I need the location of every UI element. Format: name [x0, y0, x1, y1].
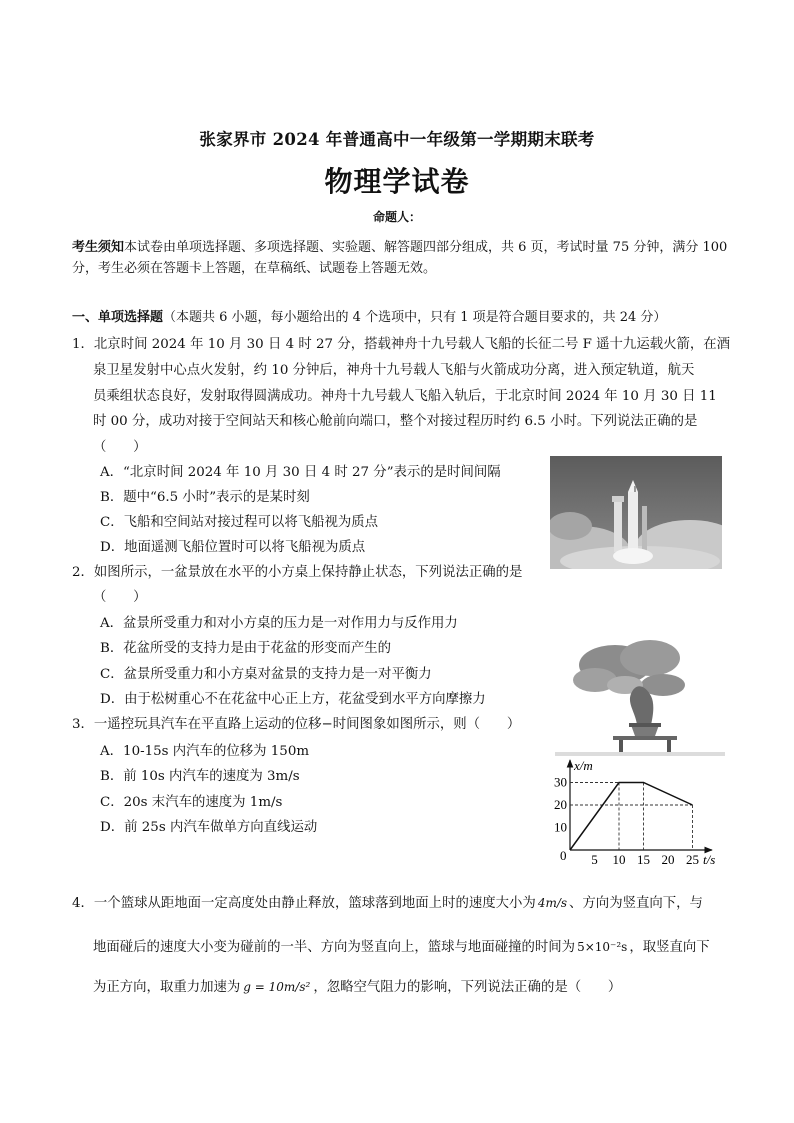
q1-option-b: B．题中“6.5 小时”表示的是某时刻 — [100, 490, 310, 505]
x-tick-label: 10 — [612, 852, 626, 867]
q2-option-b: B．花盆所受的支持力是由于花盆的形变而产生的 — [100, 641, 392, 656]
q4-text-1a: 4．一个篮球从距地面一定高度处由静止释放，篮球落到地面上时的速度大小为 — [72, 896, 536, 911]
y-tick-label: 10 — [554, 819, 567, 835]
q3-option-c: C．20s 末汽车的速度为 1m/s — [100, 795, 283, 810]
q2-option-a: A．盆景所受重力和对小方桌的压力是一对作用力与反作用力 — [100, 616, 458, 631]
author-label: 命题人： — [372, 210, 421, 224]
y-tick-label: 20 — [554, 797, 567, 812]
rocket-launch-image — [550, 456, 722, 569]
x-tick-label: 15 — [637, 852, 650, 867]
origin-label: 0 — [560, 848, 567, 863]
q4-line-1 — [72, 892, 703, 911]
exam-title: 张家界市 2024 年普通高中一年级第一学期期末联考 — [199, 130, 595, 149]
section-instructions: （本题共 6 小题，每小题给出的 4 个选项中，只有 1 项是符合题目要求的，共 24 分） — [163, 310, 667, 325]
section-title: 一、单项选择题 — [72, 310, 164, 325]
notice-line-2: 分，考生必须在答题卡上答题，在草稿纸、试题卷上答题无效。 — [72, 261, 437, 276]
q4-text-1b: 、方向为竖直向下，与 — [569, 896, 703, 911]
section-heading — [72, 306, 666, 325]
notice-line-1 — [72, 236, 727, 255]
q4-math-3: g = 10m/s² — [243, 980, 311, 994]
x-tick-label: 25 — [686, 852, 699, 867]
q4-text-2b: ，取竖直向下 — [629, 940, 710, 955]
q1-option-d: D．地面遥测飞船位置时可以将飞船视为质点 — [100, 540, 366, 555]
x-axis-label: t/s — [703, 852, 716, 867]
q1-option-a: A．“北京时间 2024 年 10 月 30 日 4 时 27 分”表示的是时间间隔 — [100, 465, 501, 480]
subject-title: 物理学试卷 — [324, 165, 470, 198]
q1-option-c: C．飞船和空间站对接过程可以将飞船视为质点 — [100, 515, 379, 530]
tick-labels — [554, 775, 699, 868]
q2-line-1: 2．如图所示，一盆景放在水平的小方桌上保持静止状态，下列说法正确的是 — [72, 565, 523, 580]
q3-option-a: A．10-15s 内汽车的位移为 150m — [100, 744, 310, 759]
q3-option-d: D．前 25s 内汽车做单方向直线运动 — [100, 820, 318, 835]
notice-text-1: 本试卷由单项选择题、多项选择题、实验题、解答题四部分组成，共 6 页，考试时量 75 分钟，满分 100 — [124, 240, 728, 255]
bonsai-image — [555, 630, 725, 756]
displacement-line — [570, 783, 693, 851]
y-axis-label: x/m — [574, 758, 593, 773]
q3-option-b: B．前 10s 内汽车的速度为 3m/s — [100, 769, 300, 784]
guide-lines — [570, 783, 693, 851]
q1-line-1: 1．北京时间 2024 年 10 月 30 日 4 时 27 分，搭载神舟十九号载人飞船的长征二号 F 遥十九运载火箭，在酒 — [72, 337, 731, 352]
q4-line-2 — [93, 936, 710, 955]
q1-line-2: 泉卫星发射中心点火发射，约 10 分钟后，神舟十九号载人飞船与火箭成功分离，进入预定轨道，航天 — [93, 363, 695, 378]
q4-text-3a: 为正方向，取重力加速为 — [93, 980, 241, 995]
xt-chart-svg — [550, 755, 740, 870]
q2-option-d: D．由于松树重心不在花盆中心正上方，花盆受到水平方向摩擦力 — [100, 692, 486, 707]
x-tick-label: 5 — [591, 852, 598, 867]
q4-math-1: 4m/s — [537, 896, 568, 910]
y-tick-label: 30 — [554, 774, 567, 790]
q4-text-3b: ，忽略空气阻力的影响，下列说法正确的是（ ） — [313, 980, 622, 995]
q2-line-2: （ ） — [93, 590, 147, 605]
q3-line-1: 3．一遥控玩具汽车在平直路上运动的位移−时间图象如图所示，则（ ） — [72, 717, 521, 732]
q1-line-5: （ ） — [93, 440, 147, 455]
q4-text-2a: 地面碰后的速度大小变为碰前的一半、方向为竖直向上，篮球与地面碰撞的时间为 — [93, 940, 576, 955]
q1-line-4: 时 00 分，成功对接于空间站天和核心舱前向端口，整个对接过程历时约 6.5 小时。下列说法正确的是 — [93, 414, 698, 429]
q4-math-2: 5×10⁻²s — [577, 940, 628, 954]
x-tick-label: 20 — [661, 852, 675, 867]
q4-line-3 — [93, 976, 621, 995]
q1-line-3: 员乘组状态良好，发射取得圆满成功。神舟十九号载人飞船入轨后，于北京时间 2024 年 10 月 30 日 11 — [93, 389, 717, 404]
q2-option-c: C．盆景所受重力和小方桌对盆景的支持力是一对平衡力 — [100, 667, 432, 682]
xt-chart — [550, 755, 740, 870]
notice-label: 考生须知 — [72, 240, 125, 255]
